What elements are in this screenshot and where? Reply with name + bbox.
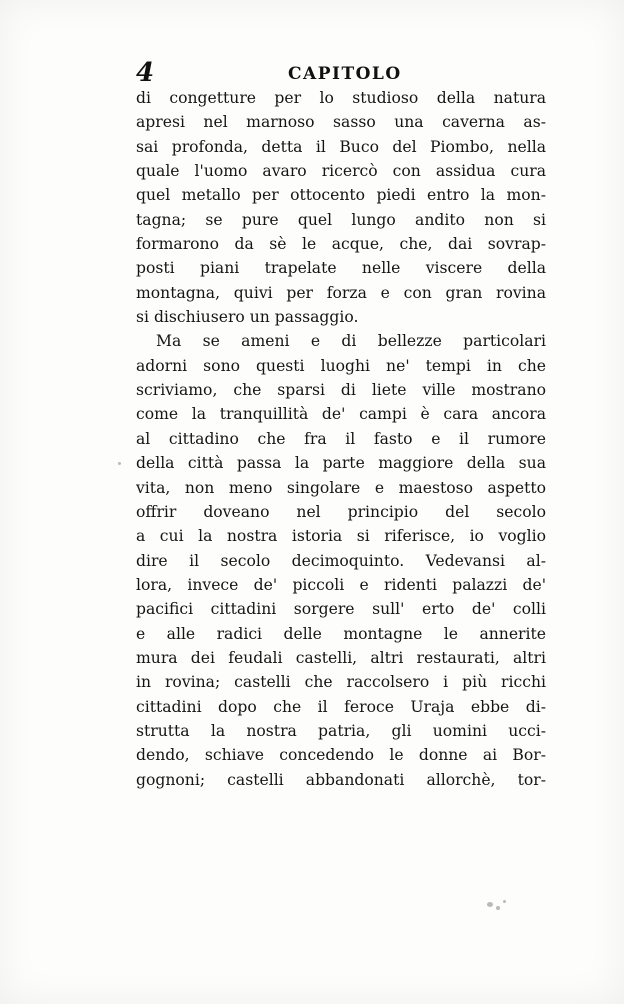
text-line: e alle radici delle montagne le annerite	[136, 624, 546, 643]
text-line: in rovina; castelli che raccolsero i più ricchi	[136, 673, 546, 692]
text-line: strutta la nostra patria, gli uomini ucci-	[136, 721, 546, 740]
text-line: dire il secolo decimoquinto. Vedevansi al-	[136, 551, 546, 570]
text-line: posti piani trapelate nelle viscere della	[136, 259, 546, 278]
chapter-heading: CAPITOLO	[288, 64, 402, 84]
text-line: quale l'uomo avaro ricercò con assidua cura	[136, 162, 546, 181]
body-text	[136, 86, 546, 792]
text-line: vita, non meno singolare e maestoso aspetto	[136, 478, 546, 497]
text-line: al cittadino che fra il fasto e il rumore	[136, 429, 546, 448]
text-line: dendo, schiave concedendo le donne ai Bor-	[136, 746, 546, 765]
text-line: scriviamo, che sparsi di liete ville mostrano	[136, 381, 546, 400]
text-line: offrir doveano nel principio del secolo	[136, 502, 546, 521]
text-line: si dischiusero un passaggio.	[136, 308, 359, 327]
text-line: lora, invece de' piccoli e ridenti palazzi de'	[136, 575, 546, 594]
ink-speck	[118, 462, 121, 465]
page-number: 4	[136, 58, 155, 88]
text-line: mura dei feudali castelli, altri restaurati, altri	[136, 648, 546, 667]
text-line: di congetture per lo studioso della natura	[136, 89, 546, 107]
text-line: della città passa la parte maggiore della sua	[136, 454, 546, 473]
text-line: apresi nel marnoso sasso una caverna as-	[136, 113, 546, 132]
text-line: gognoni; castelli abbandonati allorchè, tor-	[136, 770, 546, 789]
text-line: tagna; se pure quel lungo andito non si	[136, 210, 546, 229]
ink-speck	[496, 906, 500, 910]
text-line: quel metallo per ottocento piedi entro la mon-	[136, 186, 546, 205]
ink-speck	[503, 900, 506, 903]
text-line: adorni sono questi luoghi ne' tempi in che	[136, 356, 546, 375]
text-line: formarono da sè le acque, che, dai sovrap-	[136, 235, 546, 254]
text-line: sai profonda, detta il Buco del Piombo, nella	[136, 137, 546, 156]
text-line: come la tranquillità de' campi è cara ancora	[136, 405, 546, 424]
text-line: montagna, quivi per forza e con gran rovina	[136, 283, 546, 302]
text-line: Ma se ameni e di bellezze particolari	[156, 332, 546, 351]
text-line: cittadini dopo che il feroce Uraja ebbe di-	[136, 697, 546, 716]
text-line: a cui la nostra istoria si riferisce, io voglio	[136, 527, 546, 546]
text-line: pacifici cittadini sorgere sull' erto de' colli	[136, 600, 546, 619]
ink-speck	[487, 902, 493, 907]
